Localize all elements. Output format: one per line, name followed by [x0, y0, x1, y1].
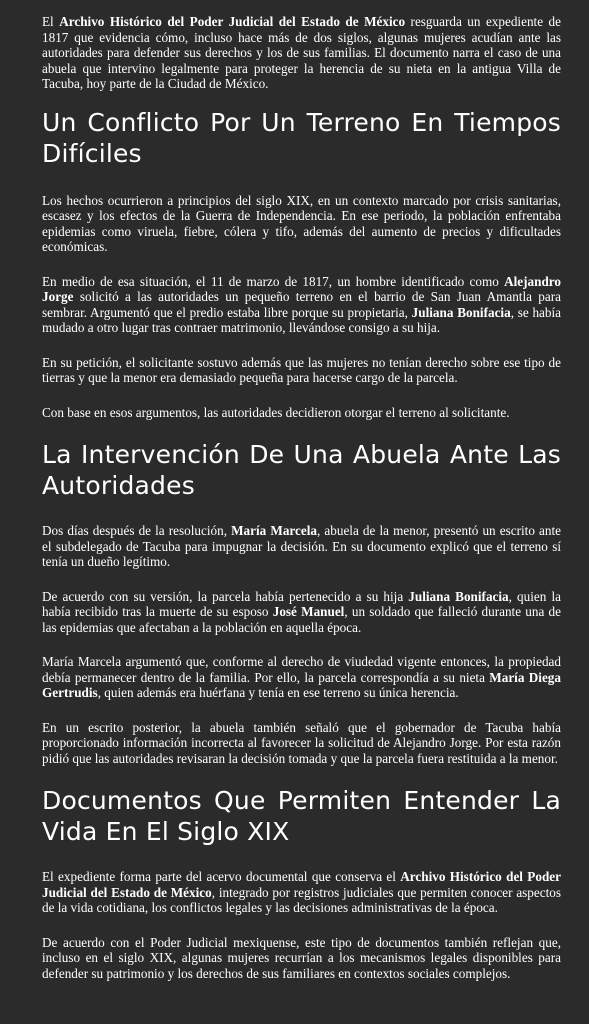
- archive-name-bold-2: Archivo Histórico del Poder Judicial del Estado de México: [42, 869, 561, 900]
- section2-p2-text-3: , un soldado que falleció durante una de las epidemias que afectaban a la población en aquella época.: [42, 604, 561, 635]
- section2-p3-text-1: María Marcela argumentó que, conforme al derecho de viudedad vigente entonces, la propiedad debía permanecer dentro de la familia. Por ello, la parcela correspondía a su nieta: [42, 654, 561, 685]
- section2-paragraph-1: [42, 523, 561, 570]
- juliana-bonifacia-bold: Juliana Bonifacia: [411, 304, 511, 320]
- alejandro-jorge-bold: Alejandro Jorge: [42, 273, 561, 304]
- section1-paragraph-2: [42, 274, 561, 336]
- section1-paragraph-4: Con base en esos argumentos, las autoridades decidieron otorgar el terreno al solicitante.: [42, 404, 510, 420]
- section2-p1-text-1: Dos días después de la resolución,: [42, 523, 232, 538]
- maria-diega-gertrudis-bold: María Diega Gertrudis: [42, 669, 561, 700]
- jose-manuel-bold: José Manuel: [272, 604, 345, 619]
- section-heading-grandmother: La Intervención De Una Abuela Ante Las Autoridades: [42, 440, 561, 500]
- section2-paragraph-3: [42, 654, 561, 701]
- intro-paragraph: [42, 14, 561, 92]
- section1-paragraph-3: En su petición, el solicitante sostuvo además que las mujeres no tenían derecho sobre ese tipo de tierras y que la menor era demasiado pequeña para hacerse cargo de la parcela.: [42, 354, 561, 385]
- section2-p3-text-2: , quien además era huérfana y tenía en ese terreno su única herencia.: [97, 685, 459, 700]
- maria-marcela-bold: María Marcela: [231, 523, 317, 538]
- archive-name-bold: Archivo Histórico del Poder Judicial del Estado de México: [59, 14, 406, 29]
- section1-p2-text-1: En medio de esa situación, el 11 de marzo de 1817, un hombre identificado como: [42, 273, 505, 289]
- section2-paragraph-4: En un escrito posterior, la abuela también señaló que el gobernador de Tacuba había proporcionado información incorrecta al favorecer la solicitud de Alejandro Jorge. Por esta razón pidió que las autoridades revisaran la decisión tomada y que la parcela fuera restituida a la menor.: [42, 719, 561, 766]
- section-heading-documents: Documentos Que Permiten Entender La Vida En El Siglo XIX: [42, 786, 561, 846]
- intro-text-2: resguarda un expediente de 1817 que evidencia cómo, incluso hace más de dos siglos, algunas mujeres acudían ante las autoridades para defender sus derechos y los de sus familias. El documento narra el caso de una abuela que intervino legalmente para proteger la herencia de su nieta en la antigua Villa de Tacuba, hoy parte de la Ciudad de México.: [42, 14, 561, 91]
- section3-p1-text-1: El expediente forma parte del acervo documental que conserva el: [42, 869, 401, 884]
- intro-text-1: El: [42, 14, 60, 29]
- section3-p1-text-2: , integrado por registros judiciales que permiten conocer aspectos de la vida cotidiana, los conflictos legales y las decisiones administrativas de la época.: [42, 884, 561, 915]
- juliana-bonifacia-bold-2: Juliana Bonifacia: [408, 588, 509, 604]
- section3-paragraph-1: [42, 869, 561, 916]
- section1-p2-text-3: , se había mudado a otro lugar tras contraer matrimonio, llevándose consigo a su hija.: [42, 304, 562, 335]
- section2-p2-text-1: De acuerdo con su versión, la parcela había pertenecido a su hija: [42, 588, 409, 604]
- section-heading-conflict: Un Conflicto Por Un Terreno En Tiempos Difíciles: [42, 107, 561, 168]
- section2-p2-text-2: , quien la había recibido tras la muerte de su esposo: [42, 588, 561, 619]
- section1-p2-text-2: solicitó a las autoridades un pequeño terreno en el barrio de San Juan Amantla para sembrar. Argumentó que el predio estaba libre porque su propietaria,: [42, 289, 561, 320]
- section1-paragraph-1: Los hechos ocurrieron a principios del siglo XIX, en un contexto marcado por crisis sanitarias, escasez y los efectos de la Guerra de Independencia. En ese periodo, la población enfrentaba epidemias como viruela, fiebre, cólera y tifo, además del aumento de precios y dificultades económicas.: [42, 192, 561, 254]
- section2-p1-text-2: , abuela de la menor, presentó un escrito ante el subdelegado de Tacuba para impugnar la decisión. En su documento explicó que el terreno sí tenía un dueño legítimo.: [42, 523, 561, 569]
- section3-paragraph-2: De acuerdo con el Poder Judicial mexiquense, este tipo de documentos también reflejan que, incluso en el siglo XIX, algunas mujeres recurrían a los mecanismos legales disponibles para defender su patrimonio y los derechos de sus familiares en contextos sociales complejos.: [42, 934, 561, 981]
- section2-paragraph-2: [42, 589, 561, 636]
